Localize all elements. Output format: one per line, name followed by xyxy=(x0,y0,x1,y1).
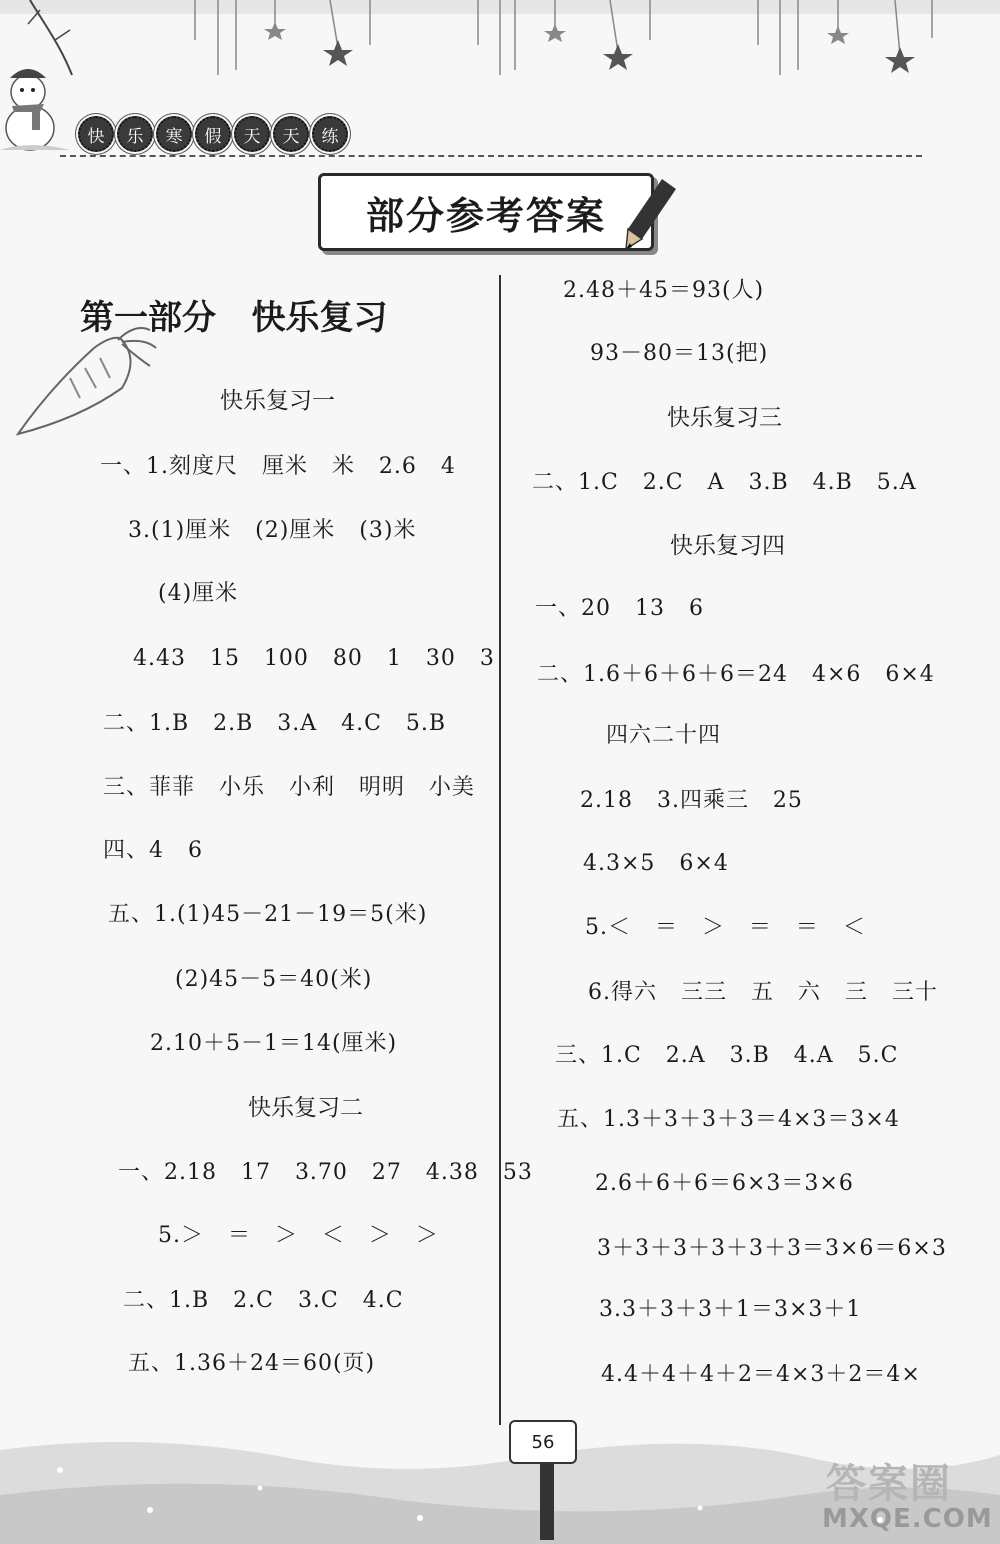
page-title-box xyxy=(318,173,654,251)
section-heading: 快乐复习四 xyxy=(670,533,785,559)
answer-line: 一、1.刻度尺 厘米 米 2.6 4 xyxy=(100,454,456,479)
pencil-icon xyxy=(620,175,680,255)
watermark-logo: 答案圈 xyxy=(826,1461,952,1507)
answer-line: 二、1.C 2.C A 3.B 4.B 5.A xyxy=(532,470,917,495)
answer-line: 一、2.18 17 3.70 27 4.38 53 xyxy=(118,1160,533,1185)
answer-line: 五、1.3＋3＋3＋3＝4×3＝3×4 xyxy=(557,1107,900,1132)
header-rule xyxy=(60,155,922,157)
answer-line: 三、菲菲 小乐 小利 明明 小美 xyxy=(103,775,475,800)
answer-line: 5.＞ ＝ ＞ ＜ ＞ ＞ xyxy=(158,1223,439,1248)
badge: 快 xyxy=(78,116,114,152)
section-heading: 快乐复习三 xyxy=(667,405,782,431)
answer-line: 五、1.(1)45－21－19＝5(米) xyxy=(108,902,428,927)
part-title: 第一部分 快乐复习 xyxy=(80,298,388,338)
answer-line: 二、1.B 2.C 3.C 4.C xyxy=(123,1288,404,1313)
answer-line: 二、1.B 2.B 3.A 4.C 5.B xyxy=(103,711,447,736)
answer-line: 2.10＋5－1＝14(厘米) xyxy=(150,1031,398,1056)
answer-line: 二、1.6＋6＋6＋6＝24 4×6 6×4 xyxy=(537,662,935,687)
answer-line: 93－80＝13(把) xyxy=(590,341,769,366)
answer-line: 2.6＋6＋6＝6×3＝3×6 xyxy=(595,1171,854,1196)
header-badges xyxy=(78,116,348,152)
carrot-icon xyxy=(10,318,160,438)
answer-line: 2.48＋45＝93(人) xyxy=(563,278,765,303)
badge: 天 xyxy=(234,116,270,152)
answer-line: 四、4 6 xyxy=(103,838,203,863)
answer-line: 4.3×5 6×4 xyxy=(583,851,729,876)
column-divider xyxy=(499,275,501,1425)
answer-line: 4.4＋4＋4＋2＝4×3＋2＝4× xyxy=(601,1362,921,1387)
badge: 天 xyxy=(273,116,309,152)
badge: 假 xyxy=(195,116,231,152)
page-title: 部分参考答案 xyxy=(365,193,606,238)
badge: 练 xyxy=(312,116,348,152)
answer-line: 四六二十四 xyxy=(606,723,722,748)
answer-line: 5.＜ ＝ ＞ ＝ ＝ ＜ xyxy=(585,915,866,940)
answer-line: 4.43 15 100 80 1 30 3 xyxy=(133,646,495,671)
section-heading: 快乐复习二 xyxy=(248,1095,363,1121)
badge: 寒 xyxy=(156,116,192,152)
page-number: 56 xyxy=(509,1420,577,1464)
answer-line: 3.(1)厘米 (2)厘米 (3)米 xyxy=(128,518,417,543)
answer-line: 五、1.36＋24＝60(页) xyxy=(128,1351,376,1376)
answer-line: 2.18 3.四乘三 25 xyxy=(580,788,803,813)
answer-line: 6.得六 三三 五 六 三 三十 xyxy=(588,980,938,1005)
answer-line: 一、20 13 6 xyxy=(535,596,704,621)
answer-line: (4)厘米 xyxy=(158,581,239,606)
answer-line: 3＋3＋3＋3＋3＋3＝3×6＝6×3 xyxy=(597,1236,947,1261)
answer-line: 3.3＋3＋3＋1＝3×3＋1 xyxy=(599,1297,862,1322)
badge: 乐 xyxy=(117,116,153,152)
section-heading: 快乐复习一 xyxy=(220,388,335,414)
answer-line: (2)45－5＝40(米) xyxy=(175,967,373,992)
answer-line: 三、1.C 2.A 3.B 4.A 5.C xyxy=(555,1043,899,1068)
watermark-url: MXQE.COM xyxy=(822,1504,993,1534)
